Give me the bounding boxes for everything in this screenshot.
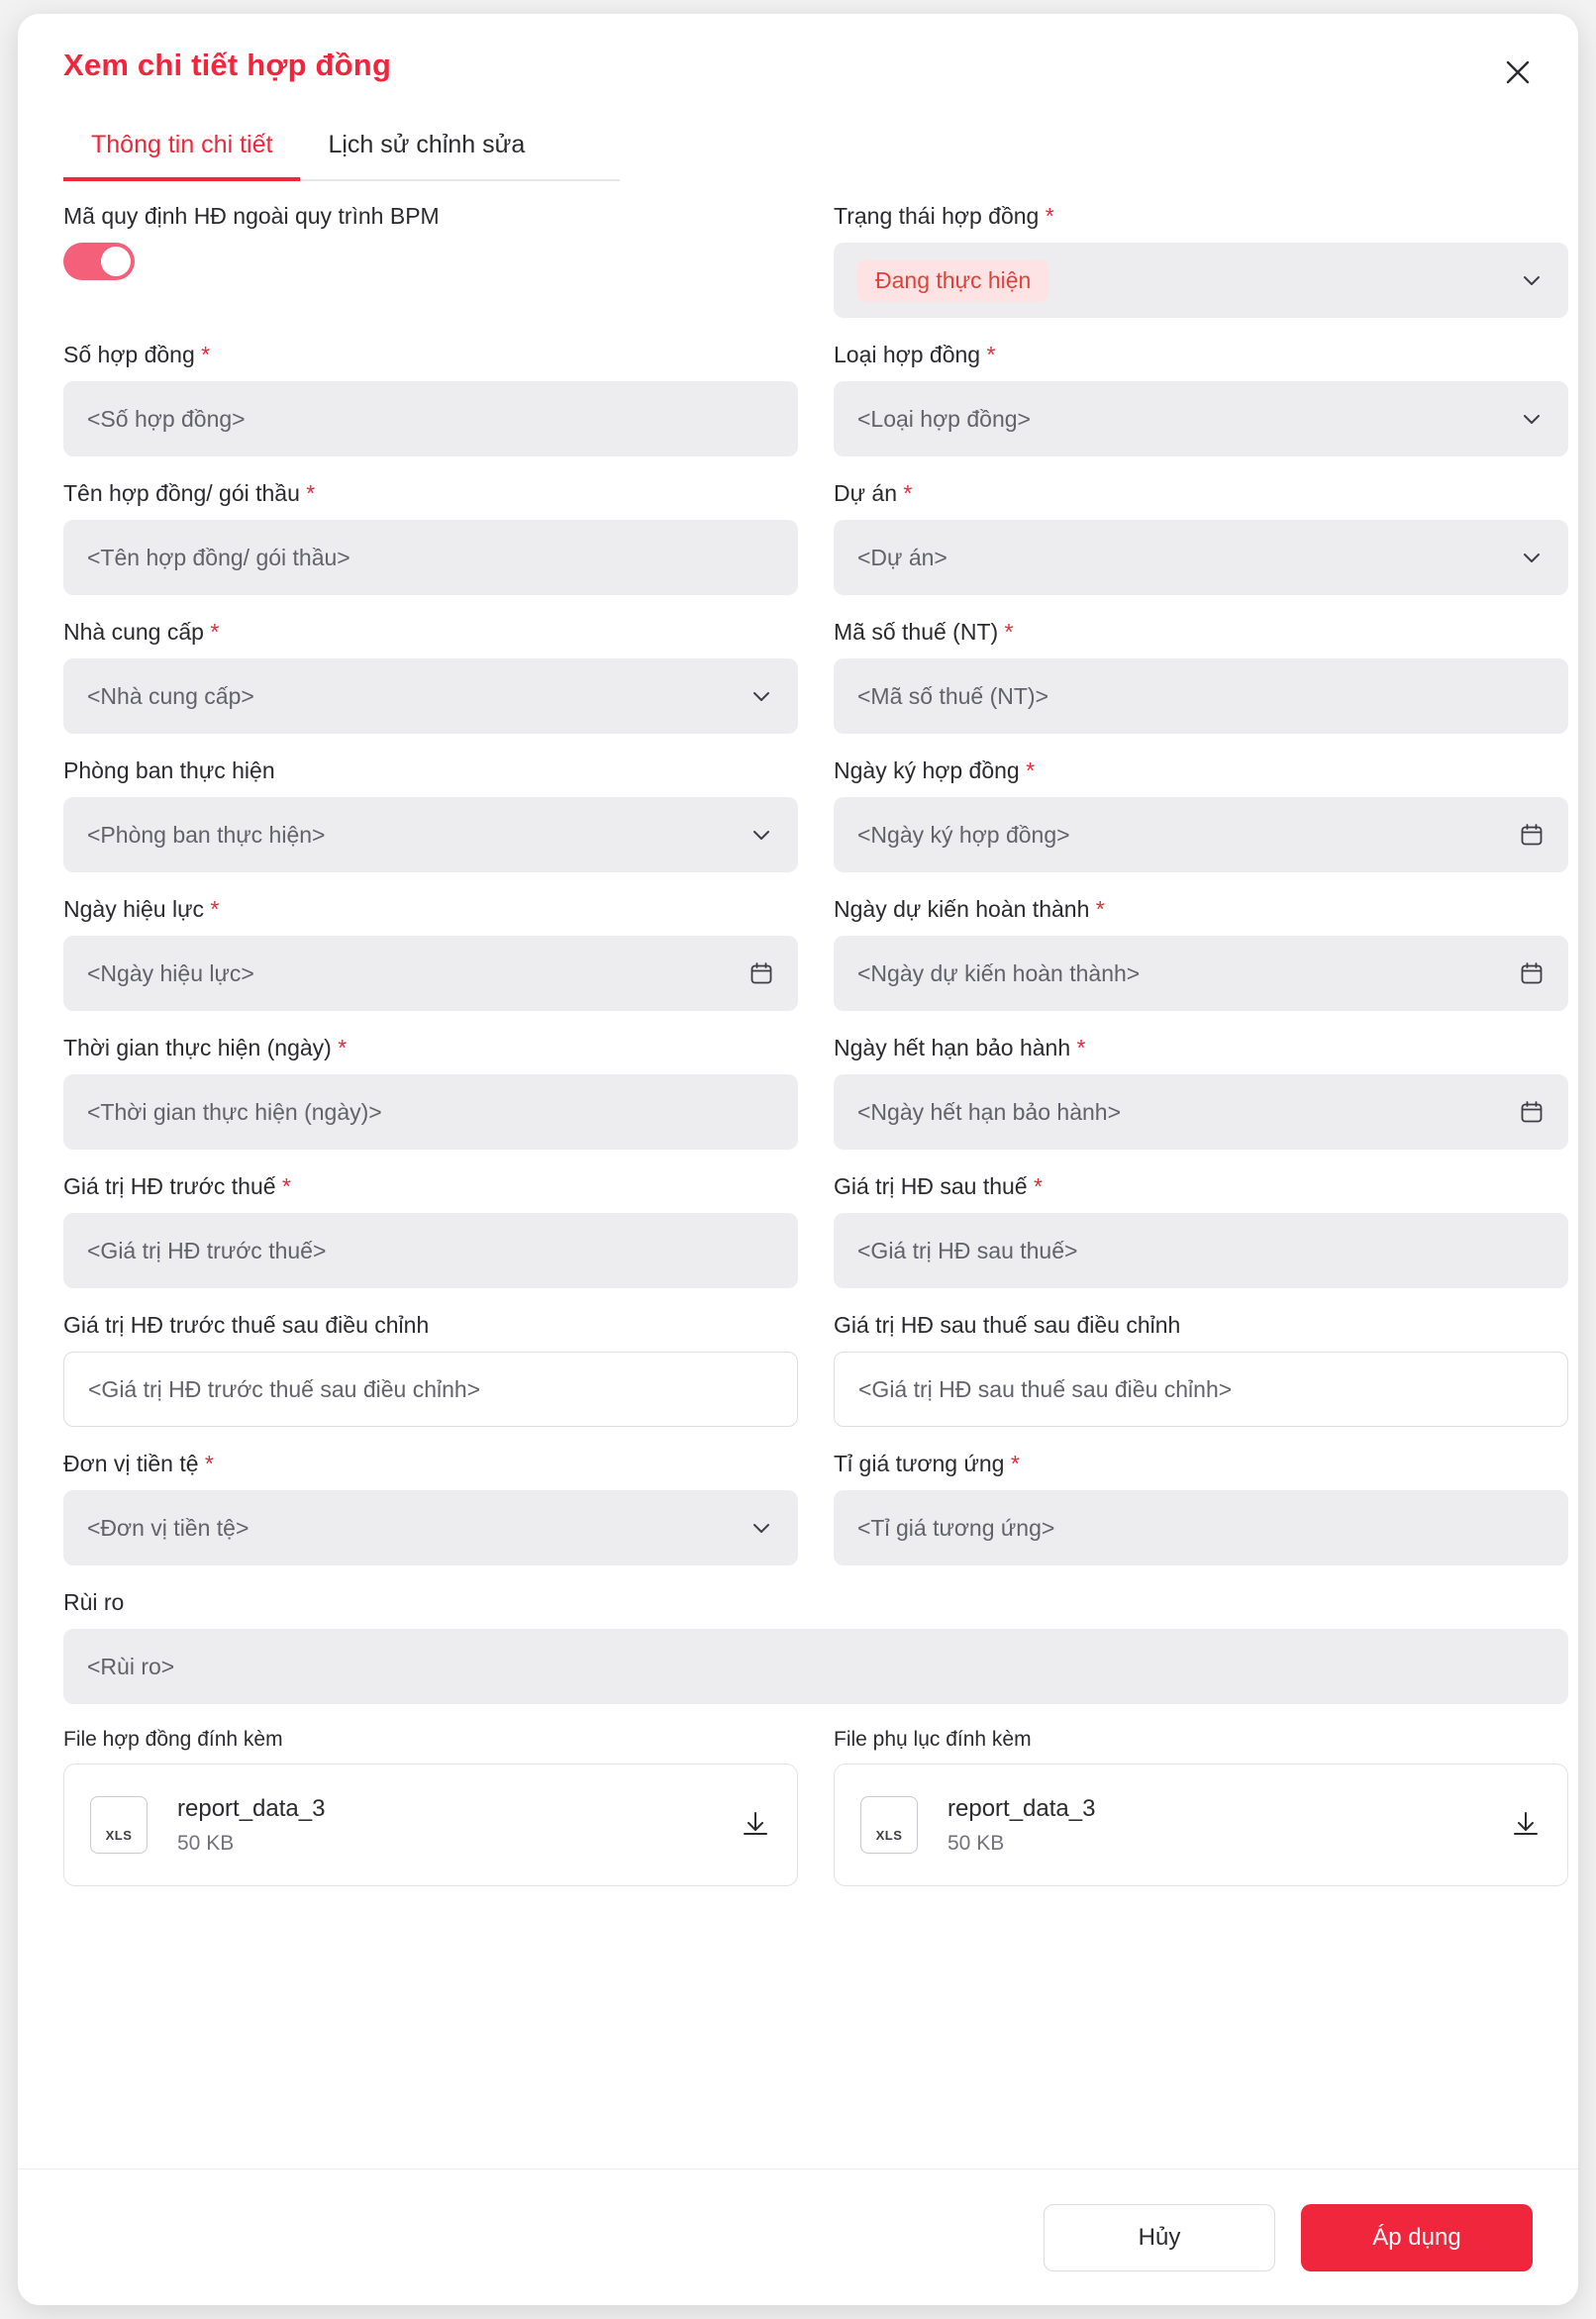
chevron-down-icon [1519,267,1545,293]
field-department [63,757,798,872]
label-value-after-tax-adjusted: Giá trị HĐ sau thuế sau điều chỉnh [834,1312,1181,1338]
required-marker: * [338,1035,348,1060]
field-exchange-rate [834,1451,1568,1565]
risk-input[interactable] [63,1629,1568,1704]
label-duration: Thời gian thực hiện (ngày) * [63,1035,348,1060]
label-department: Phòng ban thực hiện [63,757,275,783]
calendar-icon[interactable] [1519,1099,1545,1125]
field-duration [63,1035,798,1150]
appendix-attachment-card[interactable] [834,1764,1568,1886]
label-risk: Rùi ro [63,1589,125,1615]
field-contract-status [834,203,1568,318]
chevron-down-icon [748,1515,774,1541]
label-contract-type: Loại hợp đồng * [834,342,996,367]
currency-placeholder: <Đơn vị tiền tệ> [87,1514,249,1541]
tax-code-placeholder: <Mã số thuế (NT)> [857,682,1049,709]
sign-date-input[interactable] [834,797,1568,872]
required-marker: * [210,619,220,645]
contract-name-placeholder: <Tên hợp đồng/ gói thầu> [87,544,350,570]
tab-bar [63,117,620,181]
expected-finish-date-input[interactable] [834,936,1568,1011]
required-marker: * [1026,757,1036,783]
xls-file-icon-label: XLS [105,1828,133,1843]
required-marker: * [204,1451,214,1476]
form-body [18,181,1578,1910]
required-marker: * [903,480,913,506]
tab-thong-tin-chi-tiet[interactable]: Thông tin chi tiết [63,117,300,179]
duration-input[interactable] [63,1074,798,1150]
required-marker: * [1010,1451,1020,1476]
contract-status-select[interactable] [834,243,1568,318]
field-effective-date [63,896,798,1011]
download-icon[interactable] [1510,1809,1542,1841]
label-expected-finish-date: Ngày dự kiến hoàn thành * [834,896,1105,922]
chevron-down-icon [748,683,774,709]
contract-name-input[interactable] [63,520,798,595]
field-appendix-attachment [834,1728,1568,1886]
bpm-toggle-switch[interactable] [63,243,135,280]
calendar-icon[interactable] [1519,822,1545,848]
contract-attachment-card[interactable] [63,1764,798,1886]
required-marker: * [210,896,220,922]
field-warranty-end-date [834,1035,1568,1150]
currency-select[interactable] [63,1490,798,1565]
department-placeholder: <Phòng ban thực hiện> [87,821,326,848]
contract-attachment-size: 50 KB [177,1831,235,1855]
warranty-end-date-placeholder: <Ngày hết hạn bảo hành> [857,1098,1122,1125]
exchange-rate-placeholder: <Tỉ giá tương ứng> [857,1514,1055,1541]
field-expected-finish-date [834,896,1568,1011]
modal-header [18,14,1578,117]
cancel-button[interactable]: Hủy [1044,2204,1275,2271]
required-marker: * [1045,203,1054,229]
value-before-tax-adjusted-placeholder: <Giá trị HĐ trước thuế sau điều chỉnh> [88,1375,481,1402]
project-select[interactable] [834,520,1568,595]
chevron-down-icon [748,822,774,848]
contract-detail-modal [18,14,1578,2305]
effective-date-placeholder: <Ngày hiệu lực> [87,959,254,986]
value-after-tax-adjusted-input[interactable] [834,1352,1568,1427]
contract-type-select[interactable] [834,381,1568,456]
label-bpm-toggle: Mã quy định HĐ ngoài quy trình BPM [63,203,440,229]
value-before-tax-adjusted-input[interactable] [63,1352,798,1427]
label-currency: Đơn vị tiền tệ * [63,1451,214,1476]
appendix-attachment-size: 50 KB [948,1831,1005,1855]
label-effective-date: Ngày hiệu lực * [63,896,220,922]
contract-type-placeholder: <Loại hợp đồng> [857,405,1031,432]
field-sign-date [834,757,1568,872]
page-title: Xem chi tiết hợp đồng [63,48,392,82]
label-contract-attachment: File hợp đồng đính kèm [63,1728,283,1751]
xls-file-icon-label: XLS [875,1828,903,1843]
field-tax-code [834,619,1568,734]
field-currency [63,1451,798,1565]
apply-button[interactable]: Áp dụng [1301,2204,1533,2271]
required-marker: * [306,480,316,506]
field-contract-attachment [63,1728,798,1886]
contract-attachment-name: report_data_3 [177,1794,326,1822]
label-warranty-end-date: Ngày hết hạn bảo hành * [834,1035,1086,1060]
required-marker: * [281,1173,291,1199]
supplier-select[interactable] [63,658,798,734]
chevron-down-icon [1519,545,1545,570]
field-value-after-tax-adjusted [834,1312,1568,1427]
department-select[interactable] [63,797,798,872]
download-icon[interactable] [740,1809,771,1841]
field-bpm-toggle [63,203,798,318]
field-contract-no [63,342,798,456]
required-marker: * [1004,619,1014,645]
required-marker: * [986,342,996,367]
required-marker: * [201,342,211,367]
required-marker: * [1095,896,1105,922]
xls-file-icon [90,1796,148,1854]
value-after-tax-placeholder: <Giá trị HĐ sau thuế> [857,1237,1078,1263]
label-tax-code: Mã số thuế (NT) * [834,619,1014,645]
tax-code-input[interactable] [834,658,1568,734]
label-exchange-rate: Tỉ giá tương ứng * [834,1451,1020,1476]
field-risk [63,1589,1568,1704]
field-contract-name [63,480,798,595]
field-contract-type [834,342,1568,456]
contract-attachment-meta [177,1795,325,1856]
calendar-icon[interactable] [1519,960,1545,986]
appendix-attachment-meta [948,1795,1095,1856]
label-contract-no: Số hợp đồng * [63,342,211,367]
field-supplier [63,619,798,734]
close-icon[interactable] [1499,53,1537,91]
value-before-tax-placeholder: <Giá trị HĐ trước thuế> [87,1237,327,1263]
sign-date-placeholder: <Ngày ký hợp đồng> [857,821,1070,848]
label-value-before-tax-adjusted: Giá trị HĐ trước thuế sau điều chỉnh [63,1312,430,1338]
project-placeholder: <Dự án> [857,544,948,570]
required-marker: * [1033,1173,1043,1199]
xls-file-icon [860,1796,918,1854]
value-after-tax-adjusted-placeholder: <Giá trị HĐ sau thuế sau điều chỉnh> [858,1375,1233,1402]
contract-no-input[interactable] [63,381,798,456]
risk-placeholder: <Rùi ro> [87,1653,175,1679]
label-value-after-tax: Giá trị HĐ sau thuế * [834,1173,1043,1199]
supplier-placeholder: <Nhà cung cấp> [87,682,254,709]
field-value-after-tax [834,1173,1568,1288]
required-marker: * [1076,1035,1086,1060]
label-appendix-attachment: File phụ lục đính kèm [834,1728,1032,1751]
field-value-before-tax [63,1173,798,1288]
tab-lich-su-chinh-sua[interactable]: Lịch sử chỉnh sửa [328,131,526,158]
duration-placeholder: <Thời gian thực hiện (ngày)> [87,1098,382,1125]
chevron-down-icon [1519,406,1545,432]
appendix-attachment-name: report_data_3 [948,1794,1096,1822]
modal-footer [18,2168,1578,2305]
label-contract-status: Trạng thái hợp đồng * [834,203,1054,229]
field-value-before-tax-adjusted [63,1312,798,1427]
label-project: Dự án * [834,480,913,506]
value-after-tax-input[interactable] [834,1213,1568,1288]
label-value-before-tax: Giá trị HĐ trước thuế * [63,1173,291,1199]
toggle-knob [101,247,131,276]
value-before-tax-input[interactable] [63,1213,798,1288]
label-supplier: Nhà cung cấp * [63,619,220,645]
effective-date-input[interactable] [63,936,798,1011]
expected-finish-date-placeholder: <Ngày dự kiến hoàn thành> [857,959,1141,986]
status-badge: Đang thực hiện [857,259,1048,302]
label-contract-name: Tên hợp đồng/ gói thầu * [63,480,316,506]
label-sign-date: Ngày ký hợp đồng * [834,757,1036,783]
exchange-rate-input[interactable] [834,1490,1568,1565]
warranty-end-date-input[interactable] [834,1074,1568,1150]
calendar-icon[interactable] [748,960,774,986]
field-project [834,480,1568,595]
contract-no-placeholder: <Số hợp đồng> [87,405,246,432]
